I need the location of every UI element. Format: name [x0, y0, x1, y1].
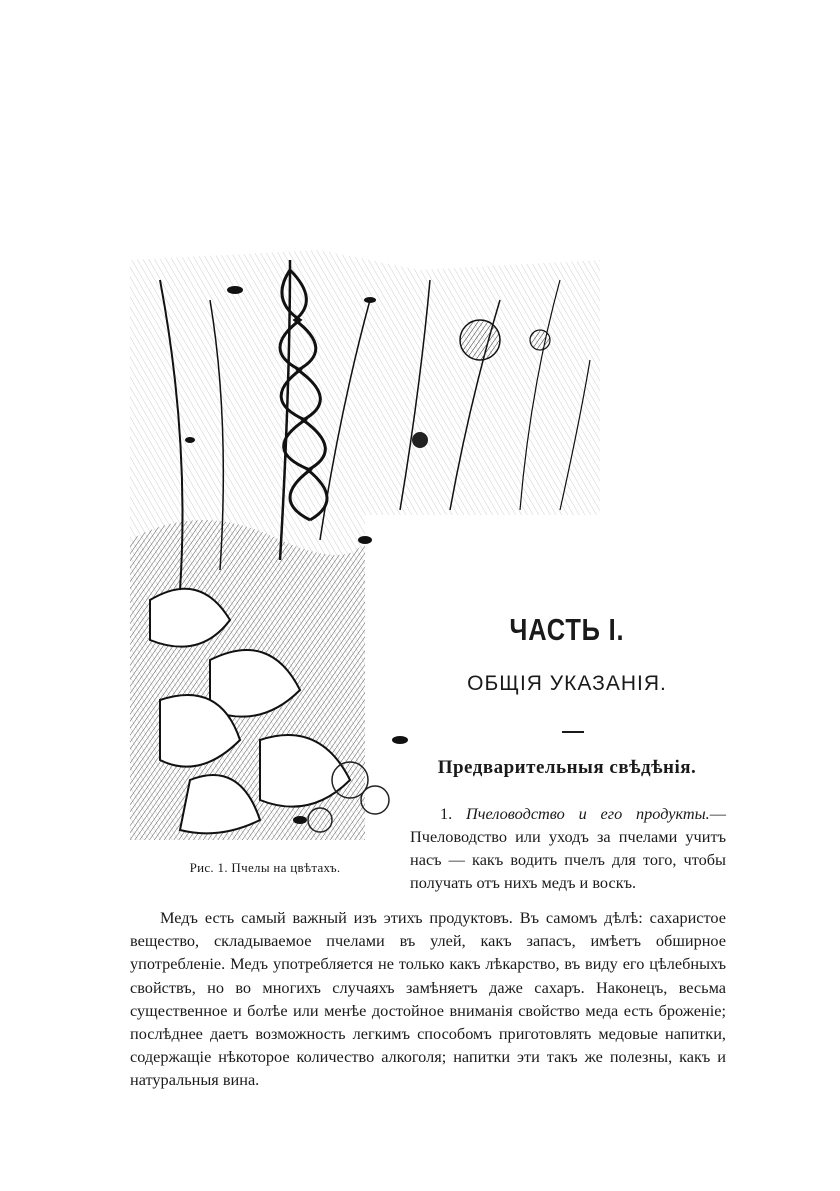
paragraph-1-text: — Пчеловодство или уходъ за пчелами учитъ насъ — какъ водить пчелъ для того, чтобы получать отъ нихъ медъ и воскъ.	[410, 804, 726, 892]
paragraph-1	[410, 802, 726, 894]
paragraph-2: Медъ есть самый важный изъ этихъ продуктовъ. Въ самомъ дѣлѣ: сахаристое вещество, складываемое пчелами въ улей, какъ запасъ, имѣетъ обширное употребленіе. Медъ употребляется не только какъ лѣкарство, въ виду его цѣлебныхъ свойствъ, но во многихъ случаяхъ замѣняетъ даже сахаръ. Наконецъ, весьма существенное и болѣе или менѣе достойное вниманія свойство меда есть броженіе; послѣднее даетъ возможность легкимъ способомъ приготовлять медовые напитки, содержащіе нѣкоторое количество алкоголя; напитки эти такъ же полезны, какъ и натуральныя вина.	[130, 908, 726, 1090]
paragraph-number: 1.	[440, 804, 453, 823]
divider	[562, 731, 584, 733]
paragraph-heading: Пчеловодство и его продукты.	[466, 804, 710, 823]
part-title: ЧАСТЬ I.	[509, 612, 625, 647]
subsection-title: Предварительныя свѣдѣнія.	[437, 757, 697, 778]
section-title: ОБЩІЯ УКАЗАНІЯ.	[467, 672, 667, 695]
figure-caption: Рис. 1. Пчелы на цвѣтахъ.	[189, 860, 341, 875]
